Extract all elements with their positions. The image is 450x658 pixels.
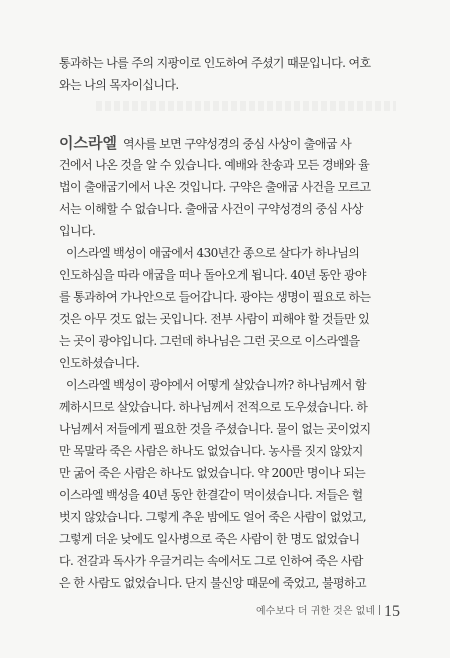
body-line-15: 이스라엘 백성이 광야에서 어떻게 살았습니까? 하나님께서 함 (66, 378, 366, 392)
body-line-22: 그렇게 더운 낮에도 일사병으로 죽은 사람이 한 명도 없었습니 (59, 532, 360, 546)
body-line-23: 다. 전갈과 독사가 우글거리는 속에서도 그로 인하여 죽은 사람 (59, 554, 363, 568)
page-number: 15 (384, 603, 400, 620)
body-line-24: 은 한 사람도 없었습니다. 단지 불신앙 때문에 죽었고, 불평하고 (59, 576, 366, 590)
body-line-5: 건에서 나온 것을 알 수 있습니다. 예배와 찬송과 모든 경배와 율 (59, 158, 370, 172)
section-heading: 이스라엘 (59, 135, 117, 152)
body-line-6: 법이 출애굽기에서 나온 것입니다. 구약은 출애굽 사건을 모르고 (59, 180, 371, 194)
body-line-8: 입니다. (59, 224, 96, 238)
body-line-17: 나님께서 저들에게 필요한 것을 주셨습니다. 물이 없는 곳이었지 (59, 422, 371, 436)
body-line-14: 인도하셨습니다. (59, 356, 140, 370)
body-line-12: 것은 아무 것도 없는 곳입니다. 전부 사람이 피해야 할 것들만 있 (59, 312, 370, 326)
body-line-19: 만 굶어 죽은 사람은 하나도 없었습니다. 약 200만 명이나 되는 (59, 466, 366, 480)
body-line-2: 와는 나의 목자이십니다. (59, 78, 179, 92)
body-line-21: 벗지 않았습니다. 그렇게 추운 밤에도 얼어 죽은 사람이 없었고, (59, 510, 366, 524)
running-title: 예수보다 더 귀한 것은 없네 (256, 606, 375, 617)
body-line-18: 만 목말라 죽은 사람은 하나도 없었습니다. 농사를 짓지 않았지 (59, 444, 363, 458)
body-line-9: 이스라엘 백성이 애굽에서 430년간 종으로 살다가 하나님의 (66, 246, 360, 260)
body-line-11: 를 통과하여 가나안으로 들어갑니다. 광야는 생명이 필요로 하는 (59, 290, 371, 304)
page-footer (256, 602, 400, 621)
footer-separator (379, 605, 380, 615)
body-line-1: 통과하는 나를 주의 지팡이로 인도하여 주셨기 때문입니다. 여호 (59, 56, 371, 70)
body-line-7: 서는 이해할 수 없습니다. 출애굽 사건이 구약성경의 중심 사상 (59, 202, 363, 216)
body-line-13: 는 곳이 광야입니다. 그런데 하나님은 그런 곳으로 이스라엘을 (59, 334, 360, 348)
section-paragraph-line-1 (59, 135, 401, 153)
body-line-10: 인도하심을 따라 애굽을 떠나 돌아오게 됩니다. 40년 동안 광야 (59, 268, 366, 282)
section-first-line-text: 역사를 보면 구약성경의 중심 사상이 출애굽 사 (122, 137, 352, 151)
body-line-20: 이스라엘 백성을 40년 동안 한결같이 먹이셨습니다. 저들은 헐 (59, 488, 363, 502)
body-line-16: 께하시므로 살았습니다. 하나님께서 전적으로 도우셨습니다. 하 (59, 400, 368, 414)
bleed-through-text (96, 101, 396, 111)
